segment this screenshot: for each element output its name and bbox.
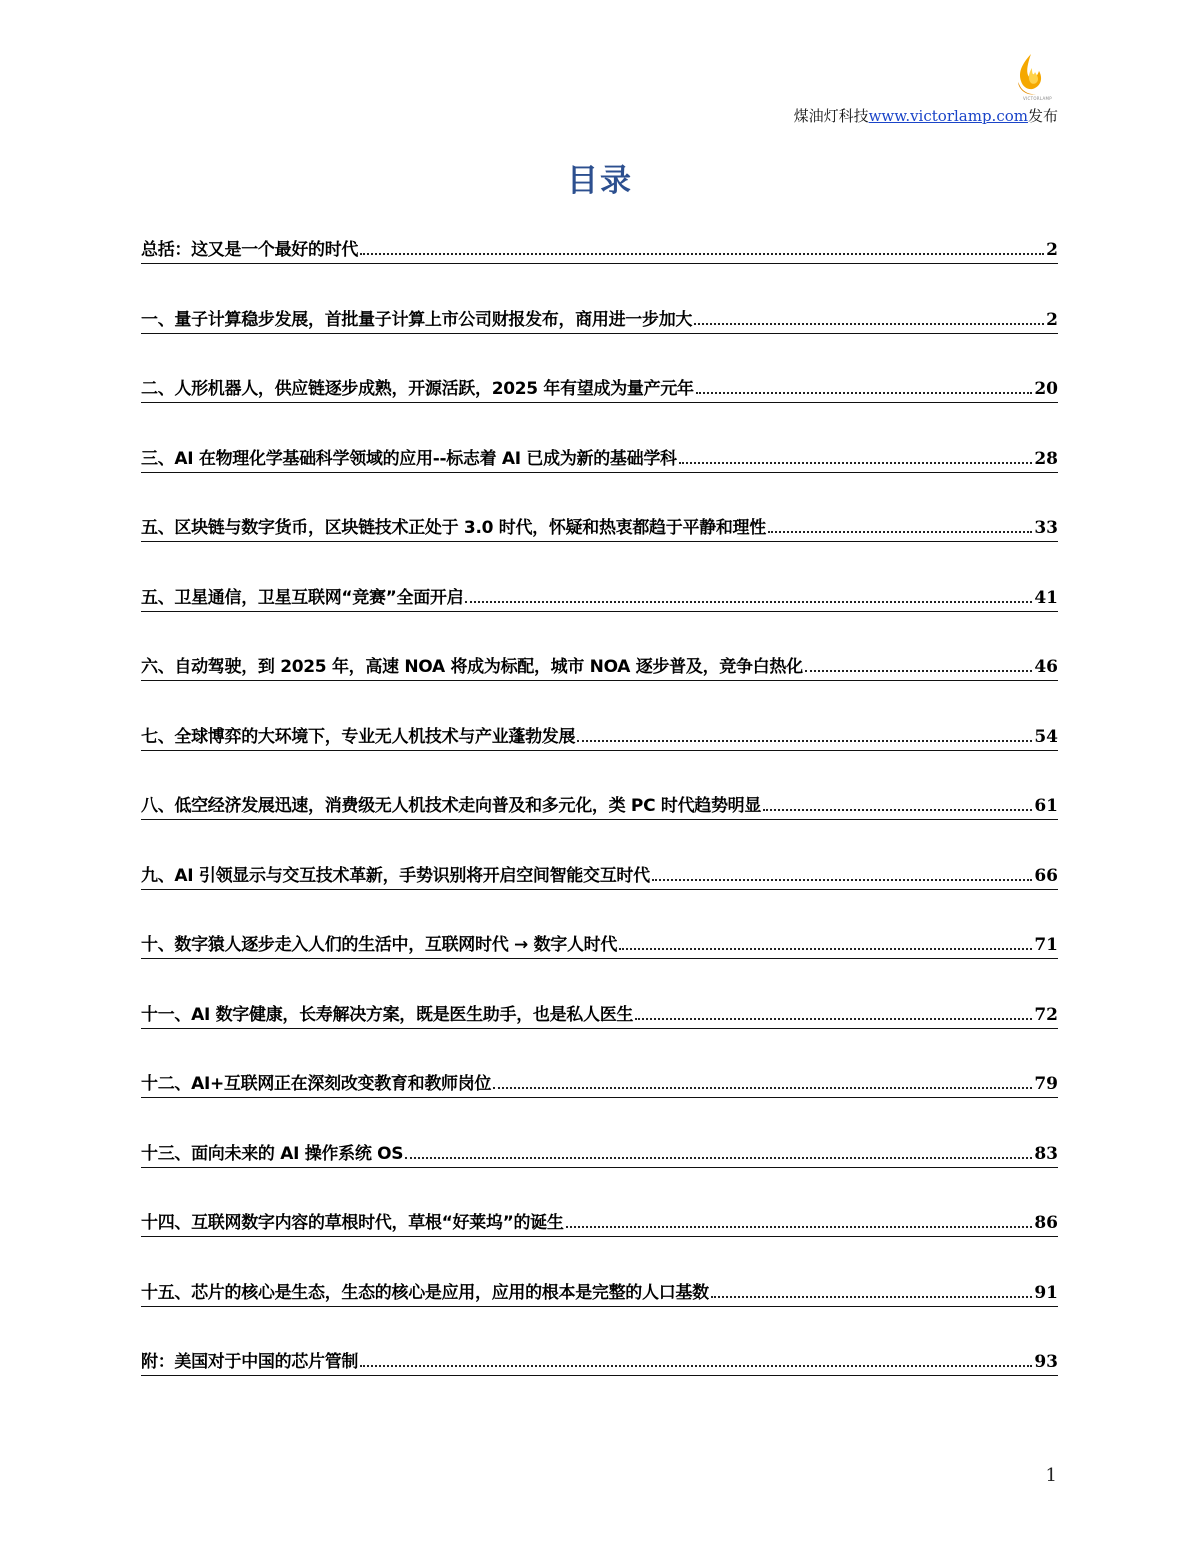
toc-entry-title: 二、人形机器人，供应链逐步成熟，开源活跃，2025 年有望成为量产元年 [141, 379, 694, 399]
toc-dot-leader [360, 1365, 1032, 1367]
toc-entry-title: 总括：这又是一个最好的时代 [141, 240, 359, 260]
toc-entry [141, 1278, 1058, 1348]
toc-dot-leader [679, 462, 1033, 464]
toc-link[interactable] [141, 656, 1058, 681]
toc-entry [141, 305, 1058, 375]
toc-dot-leader [493, 1087, 1032, 1089]
toc-dot-leader [635, 1018, 1032, 1020]
toc-dot-leader [577, 740, 1032, 742]
toc-entry-title: 八、低空经济发展迅速，消费级无人机技术走向普及和多元化，类 PC 时代趋势明显 [141, 796, 762, 816]
toc-link[interactable] [141, 517, 1058, 542]
toc-link[interactable] [141, 1004, 1058, 1029]
toc-link[interactable] [141, 309, 1058, 334]
page-header [758, 52, 1058, 132]
toc-entry-title: 五、区块链与数字货币，区块链技术正处于 3.0 时代，怀疑和热衷都趋于平静和理性 [141, 518, 766, 538]
toc-entry [141, 1139, 1058, 1209]
toc-entry-title: 六、自动驾驶，到 2025 年，高速 NOA 将成为标配，城市 NOA 逐步普及，竞争白热化 [141, 657, 803, 677]
toc-entry [141, 374, 1058, 444]
toc-entry-title: 五、卫星通信，卫星互联网“竞赛”全面开启 [141, 587, 464, 608]
toc-page-number: 91 [1034, 1282, 1058, 1303]
toc-page-number: 71 [1034, 935, 1058, 955]
toc-entry-title: 三、AI 在物理化学基础科学领域的应用--标志着 AI 已成为新的基础学科 [141, 448, 677, 469]
toc-entry [141, 1208, 1058, 1278]
toc-entry-title: 一、量子计算稳步发展，首批量子计算上市公司财报发布，商用进一步加大 [141, 309, 693, 330]
toc-dot-leader [768, 531, 1032, 533]
page-number: 1 [1045, 1465, 1057, 1486]
toc-dot-leader [763, 809, 1032, 811]
toc-dot-leader [652, 879, 1033, 881]
toc-page-number: 79 [1034, 1074, 1058, 1094]
toc-entry-title: 七、全球博弈的大环境下，专业无人机技术与产业蓬勃发展 [141, 726, 576, 747]
toc-entry [141, 861, 1058, 931]
toc-link[interactable] [141, 1351, 1058, 1376]
toc-entry-title: 十三、面向未来的 AI 操作系统 OS [141, 1143, 404, 1164]
table-of-contents [141, 235, 1058, 1417]
toc-entry [141, 513, 1058, 583]
toc-entry [141, 1000, 1058, 1070]
toc-dot-leader [619, 948, 1032, 950]
toc-dot-leader [405, 1157, 1032, 1159]
toc-link[interactable] [141, 239, 1058, 264]
toc-entry-title: 附：美国对于中国的芯片管制 [141, 1352, 359, 1372]
toc-dot-leader [566, 1226, 1033, 1228]
toc-dot-leader [360, 253, 1044, 255]
toc-link[interactable] [141, 378, 1058, 403]
toc-entry-title: 十一、AI 数字健康，长寿解决方案，既是医生助手，也是私人医生 [141, 1004, 634, 1025]
toc-entry [141, 1069, 1058, 1139]
toc-page-number: 72 [1034, 1004, 1058, 1025]
publisher-suffix: 发布 [1027, 107, 1058, 125]
toc-link[interactable] [141, 865, 1058, 890]
publisher-line [794, 105, 1058, 126]
toc-page-number: 41 [1034, 587, 1058, 608]
toc-link[interactable] [141, 795, 1058, 820]
toc-dot-leader [711, 1296, 1033, 1298]
flame-logo-icon [1010, 52, 1050, 100]
toc-link[interactable] [141, 448, 1058, 473]
toc-page-number: 66 [1034, 865, 1058, 886]
toc-entry [141, 583, 1058, 653]
toc-entry-title: 十二、AI+互联网正在深刻改变教育和教师岗位 [141, 1074, 492, 1094]
toc-entry [141, 930, 1058, 1000]
toc-page-number: 83 [1034, 1143, 1058, 1164]
toc-entry [141, 722, 1058, 792]
toc-link[interactable] [141, 1073, 1058, 1098]
toc-link[interactable] [141, 726, 1058, 751]
toc-page-number: 46 [1034, 657, 1058, 677]
toc-page-number: 2 [1046, 309, 1058, 330]
logo-small-text: VICTORLAMP [1023, 96, 1052, 101]
toc-page-number: 28 [1034, 448, 1058, 469]
toc-entry-title: 九、AI 引领显示与交互技术革新，手势识别将开启空间智能交互时代 [141, 865, 650, 886]
page-title: 目录 [567, 163, 633, 199]
toc-page-number: 20 [1034, 379, 1058, 399]
toc-page-number: 33 [1034, 518, 1058, 538]
toc-entry [141, 444, 1058, 514]
toc-page-number: 86 [1034, 1213, 1058, 1233]
toc-dot-leader [805, 670, 1033, 672]
toc-entry [141, 652, 1058, 722]
toc-entry-title: 十五、芯片的核心是生态，生态的核心是应用，应用的根本是完整的人口基数 [141, 1282, 709, 1303]
toc-dot-leader [694, 323, 1044, 325]
publisher-prefix: 煤油灯科技 [793, 107, 869, 125]
toc-link[interactable] [141, 1212, 1058, 1237]
toc-entry-title: 十、数字猿人逐步走入人们的生活中，互联网时代 → 数字人时代 [141, 935, 618, 955]
publisher-link[interactable]: www.victorlamp.com [868, 107, 1028, 125]
toc-link[interactable] [141, 1282, 1058, 1307]
toc-page-number: 61 [1034, 796, 1058, 816]
toc-page-number: 93 [1034, 1352, 1058, 1372]
toc-page-number: 54 [1034, 726, 1058, 747]
toc-entry [141, 235, 1058, 305]
toc-dot-leader [696, 392, 1033, 394]
toc-entry [141, 791, 1058, 861]
toc-dot-leader [465, 601, 1032, 603]
toc-link[interactable] [141, 934, 1058, 959]
toc-entry [141, 1347, 1058, 1417]
toc-link[interactable] [141, 1143, 1058, 1168]
toc-link[interactable] [141, 587, 1058, 612]
toc-entry-title: 十四、互联网数字内容的草根时代，草根“好莱坞”的诞生 [141, 1213, 564, 1233]
toc-page-number: 2 [1046, 240, 1058, 260]
